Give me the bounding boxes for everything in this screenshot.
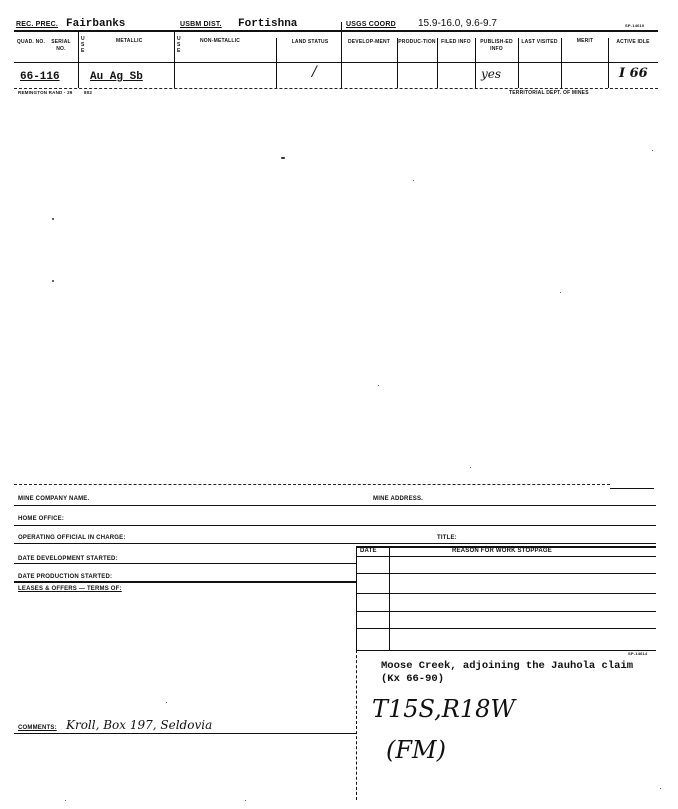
- col-filed-info: FILED INFO: [441, 39, 471, 45]
- comments-label: COMMENTS:: [18, 725, 57, 731]
- form-code-bottom: SP-14614: [628, 651, 648, 656]
- metallic-value: Au Ag Sb: [90, 71, 143, 83]
- rec-prec-label: REC. PREC.: [16, 21, 59, 28]
- operating-official-label: OPERATING OFFICIAL IN CHARGE:: [18, 535, 126, 541]
- col-active-idle: ACTIVE IDLE: [616, 39, 650, 45]
- col-serial-no: SERIAL NO.: [51, 39, 71, 52]
- typed-note-line2: (Kx 66-90): [381, 673, 445, 685]
- leases-offers-label: LEASES & OFFERS — TERMS OF:: [18, 586, 122, 592]
- usbm-dist-label: USBM DIST.: [180, 21, 222, 28]
- handwritten-initials: (FM): [386, 736, 446, 764]
- active-idle-value: I 66: [619, 66, 648, 81]
- typed-note-line1: Moose Creek, adjoining the Jauhola claim: [381, 660, 634, 672]
- stoppage-reason-header: REASON FOR WORK STOPPAGE: [452, 548, 552, 554]
- date-production-label: DATE PRODUCTION STARTED:: [18, 574, 113, 580]
- col-last-visited: LAST VISITED: [521, 39, 558, 45]
- date-development-label: DATE DEVELOPMENT STARTED:: [18, 556, 118, 562]
- col-use-non-metallic: U S E: [177, 36, 181, 54]
- col-published-info: PUBLISH-ED INFO: [480, 39, 513, 52]
- usgs-coord-label: USGS COORD: [346, 21, 396, 28]
- form-code-top: SP-14610: [625, 23, 645, 28]
- mine-address-label: MINE ADDRESS.: [373, 496, 424, 502]
- col-use-metallic: U S E: [81, 36, 85, 54]
- col-metallic: METALLIC: [116, 38, 143, 44]
- department-imprint: TERRITORIAL DEPT. OF MINES: [509, 90, 589, 96]
- col-development: DEVELOP-MENT: [347, 39, 391, 45]
- home-office-label: HOME OFFICE:: [18, 516, 65, 522]
- title-label: TITLE:: [437, 535, 457, 541]
- col-non-metallic: NON-METALLIC: [200, 38, 241, 44]
- mine-company-name-label: MINE COMPANY NAME.: [18, 496, 90, 502]
- col-merit: MERIT: [576, 38, 594, 44]
- handwritten-location: T15S,R18W: [372, 695, 516, 723]
- comments-value: Kroll, Box 197, Seldovia: [66, 718, 213, 732]
- stoppage-date-header: DATE: [360, 548, 377, 554]
- col-land-status: LAND STATUS: [291, 39, 329, 45]
- printer-imprint: REMINGTON RAND - 29: [18, 90, 73, 95]
- usbm-dist-value: Fortishna: [238, 18, 298, 30]
- printer-code: 802: [84, 90, 93, 95]
- published-info-value: yes: [481, 67, 502, 81]
- land-status-value: /: [312, 64, 317, 80]
- rec-prec-value: Fairbanks: [66, 18, 126, 30]
- quad-serial-value: 66-116: [20, 71, 60, 83]
- usgs-coord-value: 15.9-16.0, 9.6-9.7: [418, 18, 497, 29]
- col-quad-no: QUAD. NO.: [16, 39, 46, 45]
- col-production: PRODUC-TION: [398, 39, 436, 45]
